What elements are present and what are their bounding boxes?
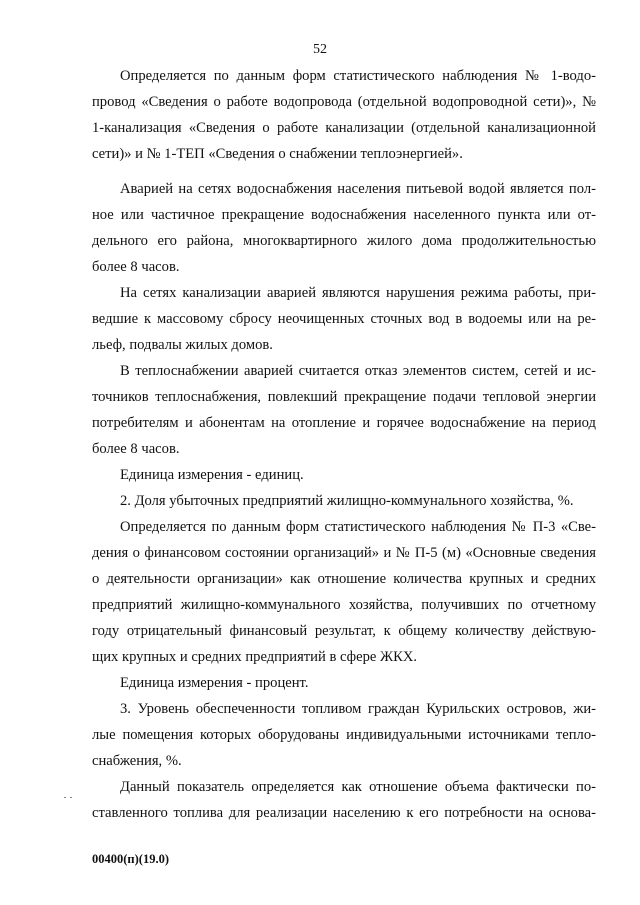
text-line: На сетях канализации аварией являются нарушения режима работы, при- — [120, 285, 596, 301]
text-line: о деятельности организации» как отношение количества крупных и средних — [92, 571, 596, 587]
text-line: провод «Сведения о работе водопровода (отдельной водопроводной сети)», № — [92, 94, 596, 110]
page-number: 52 — [313, 42, 327, 57]
text-line: Данный показатель определяется как отношение объема фактически по- — [120, 779, 596, 795]
text-line: щих крупных и средних предприятий в сфере ЖКХ. — [92, 649, 418, 665]
text-line: снабжения, %. — [92, 753, 182, 769]
text-line: Единица измерения - процент. — [120, 675, 309, 691]
text-line: ное или частичное прекращение водоснабжения населенного пункта или от- — [92, 207, 596, 223]
text-line: более 8 часов. — [92, 259, 180, 275]
text-line: году отрицательный финансовый результат, к общему количеству действую- — [92, 623, 596, 639]
text-line: предприятий жилищно-коммунального хозяйства, получивших по отчетному — [92, 597, 596, 613]
text-line: сети)» и № 1-ТЕП «Сведения о снабжении теплоэнергией». — [92, 146, 463, 162]
text-line: льеф, подвалы жилых домов. — [92, 337, 273, 353]
text-line: потребителям и абонентам на отопление и горячее водоснабжение на период — [92, 415, 596, 431]
scan-speck — [70, 797, 72, 798]
text-line: более 8 часов. — [92, 441, 180, 457]
text-line: Аварией на сетях водоснабжения населения питьевой водой является пол- — [120, 181, 596, 197]
text-line: Определяется по данным форм статистического наблюдения № П-3 «Све- — [120, 519, 596, 535]
section-heading: 2. Доля убыточных предприятий жилищно-коммунального хозяйства, %. — [120, 493, 574, 509]
text-line: дения о финансовом состоянии организаций» и № П-5 (м) «Основные сведения — [92, 545, 596, 561]
document-code: 00400(п)(19.0) — [92, 852, 169, 866]
text-line: дельного его района, многоквартирного жилого дома продолжительностью — [92, 233, 596, 249]
text-line: В теплоснабжении аварией считается отказ элементов систем, сетей и ис- — [120, 363, 596, 379]
text-line: Единица измерения - единиц. — [120, 467, 304, 483]
text-line: точников теплоснабжения, повлекший прекращение подачи тепловой энергии — [92, 389, 596, 405]
section-heading: 3. Уровень обеспеченности топливом граждан Курильских островов, жи- — [120, 701, 596, 717]
scan-speck — [64, 797, 66, 798]
text-line: ведшие к массовому сбросу неочищенных сточных вод в водоемы или на ре- — [92, 311, 596, 327]
text-line: ставленного топлива для реализации населению к его потребности на основа- — [92, 805, 596, 821]
text-line: Определяется по данным форм статистического наблюдения № 1-водо- — [120, 68, 596, 84]
text-line: 1-канализация «Сведения о работе канализации (отдельной канализационной — [92, 120, 596, 136]
text-line: лые помещения которых оборудованы индивидуальными источниками тепло- — [92, 727, 596, 743]
